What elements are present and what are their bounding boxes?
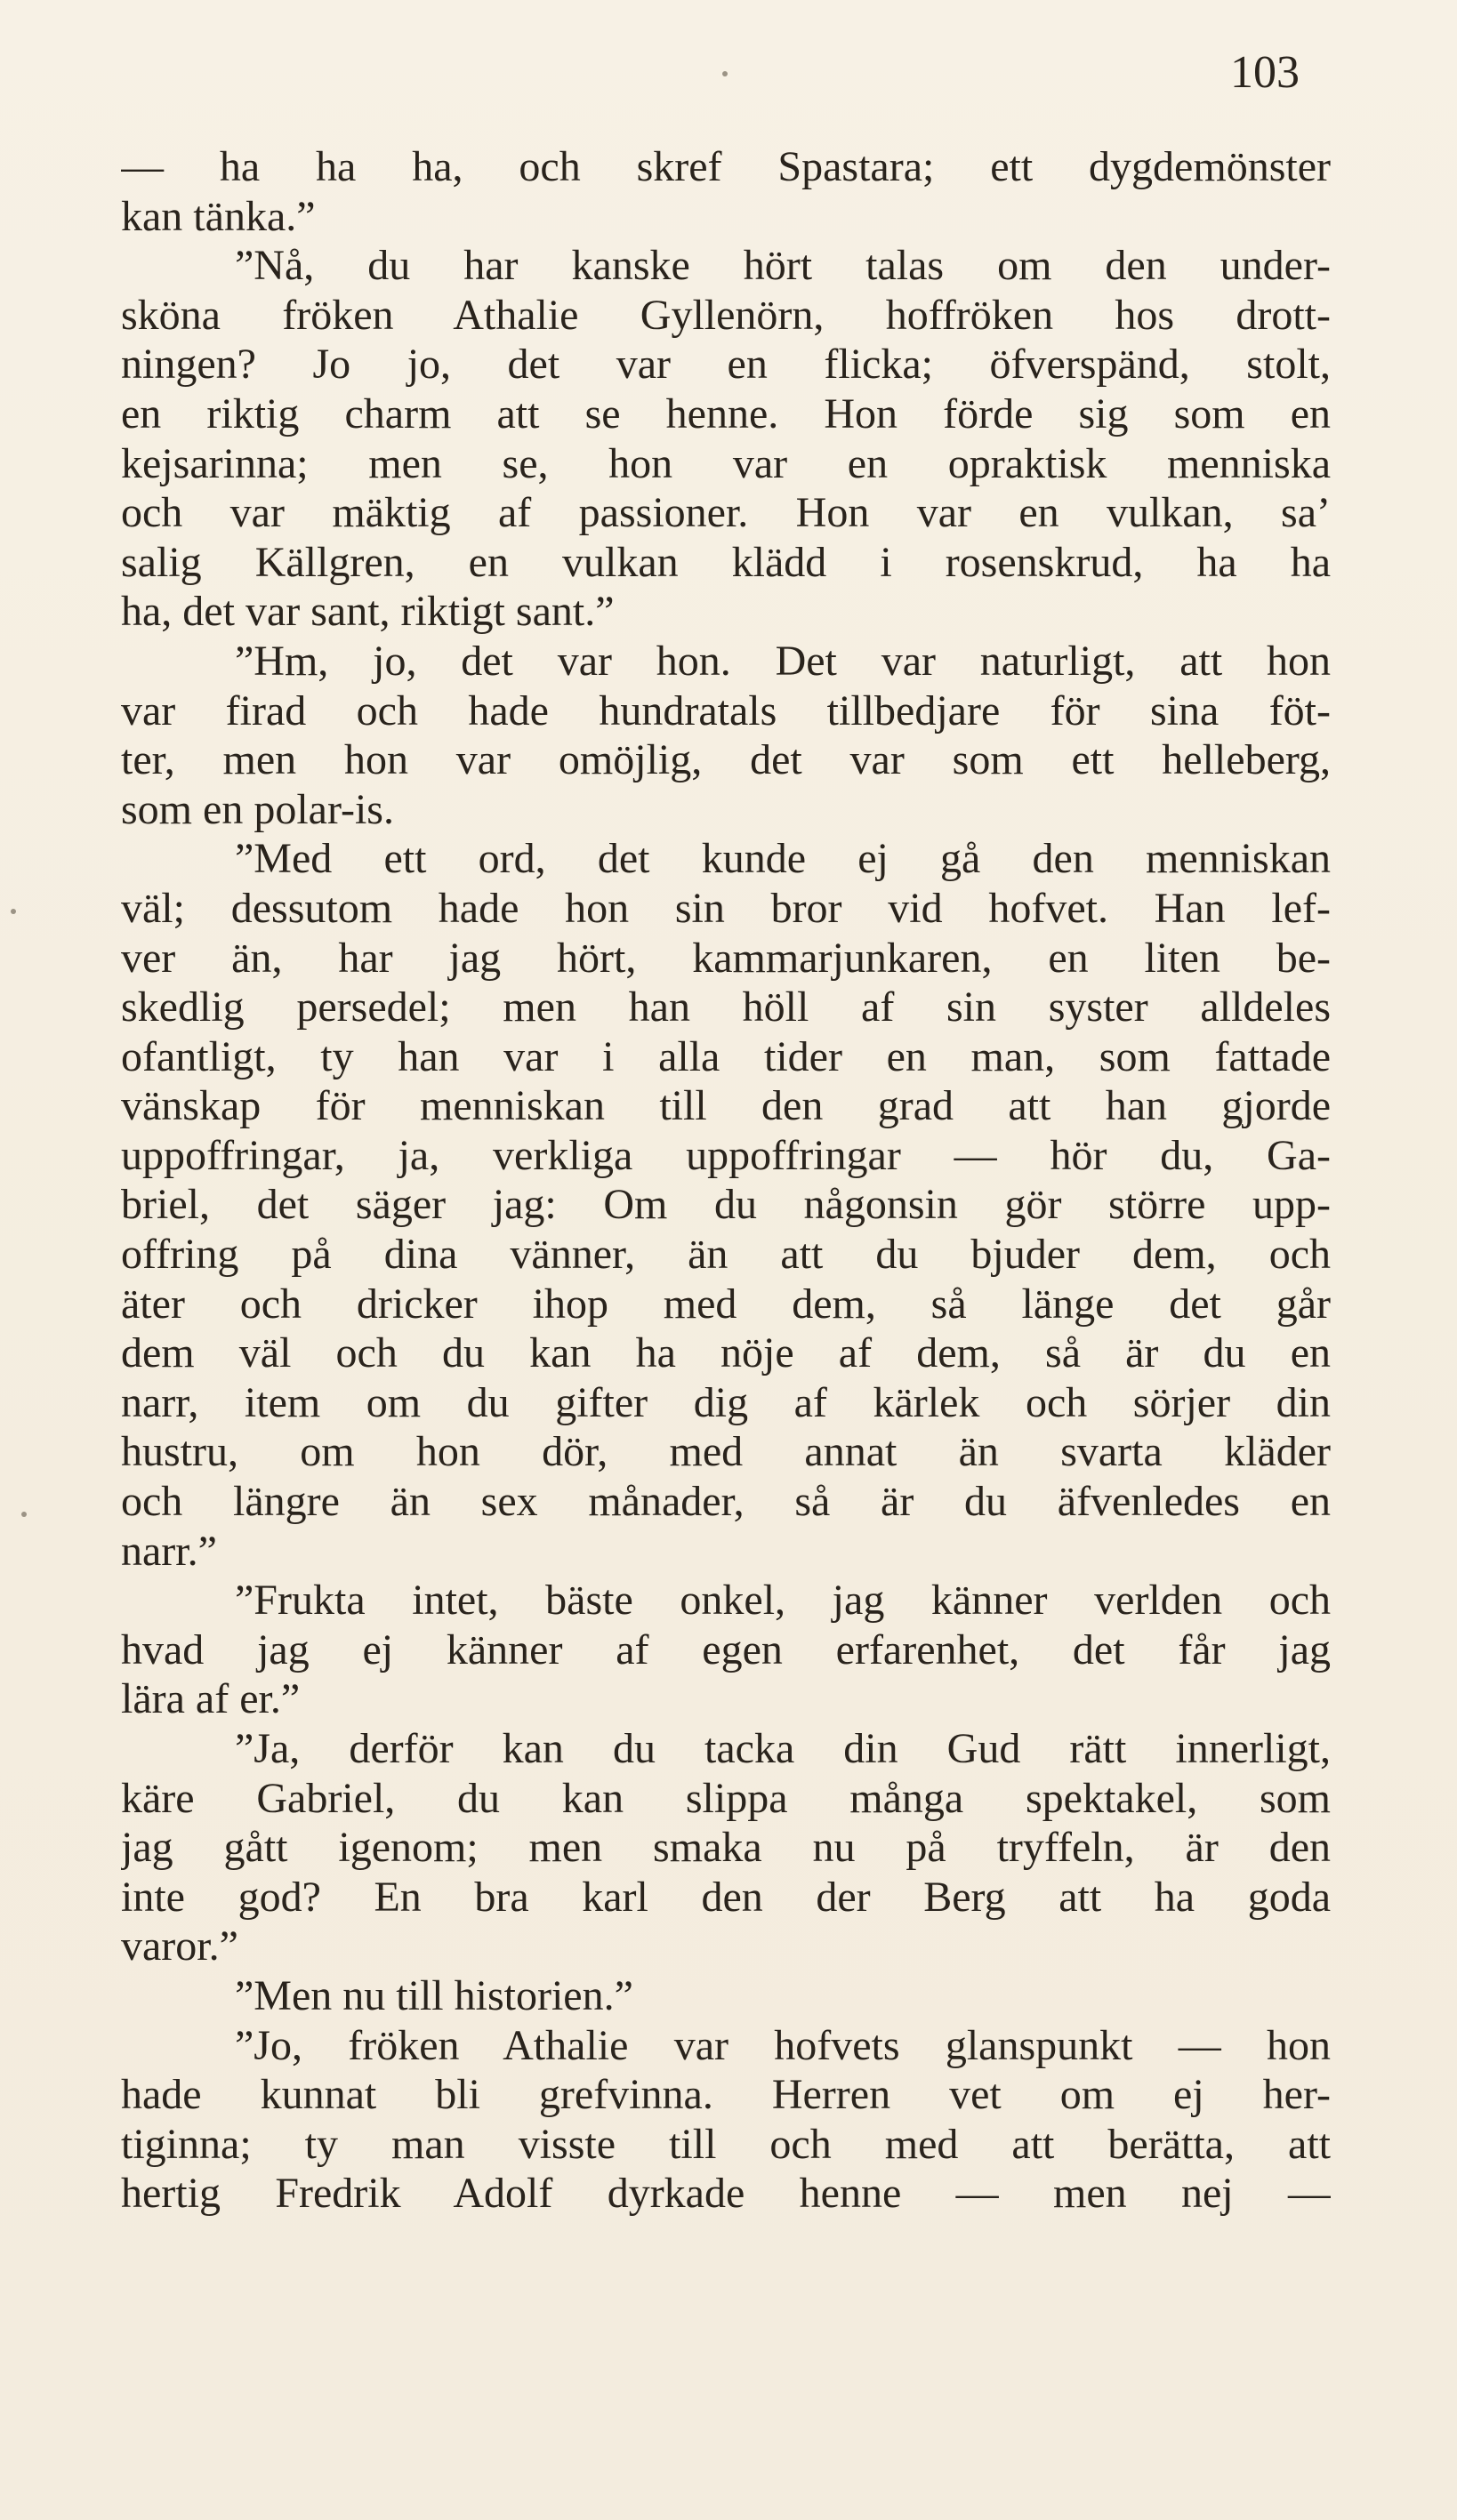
text-line: jag gått igenom; men smaka nu på tryffeln, är den [121, 1824, 1331, 1872]
text-line: väl; dessutom hade hon sin bror vid hofvet. Han lef- [121, 884, 1331, 932]
text-line: lära af er.” [121, 1675, 301, 1723]
paper-speck [21, 1512, 27, 1517]
text-line: hertig Fredrik Adolf dyrkade henne — men nej — [121, 2170, 1331, 2218]
text-line: ver än, har jag hört, kammarjunkaren, en liten be- [121, 934, 1331, 982]
text-line: ofantligt, ty han var i alla tider en man, som fattade [121, 1032, 1331, 1080]
text-line: en riktig charm att se henne. Hon förde sig som en [121, 389, 1331, 437]
text-line: var firad och hade hundratals tillbedjare för sina föt- [121, 686, 1331, 734]
text-line: narr.” [121, 1527, 217, 1575]
text-line: ”Men nu till historien.” [235, 1971, 633, 2019]
text-line: ”Jo, fröken Athalie var hofvets glanspunkt — hon [235, 2021, 1331, 2069]
text-line: och längre än sex månader, så är du äfvenledes en [121, 1478, 1331, 1526]
text-line: ”Med ett ord, det kunde ej gå den menniskan [235, 835, 1331, 883]
page-number: 103 [1230, 47, 1300, 98]
paper-speck [11, 909, 16, 914]
text-line: salig Källgren, en vulkan klädd i rosenskrud, ha ha [121, 538, 1331, 586]
text-line: kejsarinna; men se, hon var en opraktisk menniska [121, 439, 1331, 487]
text-line: ”Ja, derför kan du tacka din Gud rätt innerligt, [235, 1725, 1331, 1772]
text-line: sköna fröken Athalie Gyllenörn, hoffröken hos drott- [121, 291, 1331, 339]
paper-speck [722, 71, 728, 76]
body-text [121, 142, 1331, 2219]
text-line: som en polar-is. [121, 785, 394, 833]
text-line: ningen? Jo jo, det var en flicka; öfverspänd, stolt, [121, 341, 1331, 389]
text-line: ”Frukta intet, bäste onkel, jag känner verlden och [235, 1577, 1331, 1625]
text-line: äter och dricker ihop med dem, så länge det går [121, 1280, 1331, 1328]
text-line: narr, item om du gifter dig af kärlek och sörjer din [121, 1378, 1331, 1426]
text-line: hvad jag ej känner af egen erfarenhet, det får jag [121, 1625, 1331, 1673]
text-line: käre Gabriel, du kan slippa många spektakel, som [121, 1774, 1331, 1822]
text-line: offring på dina vänner, än att du bjuder dem, och [121, 1231, 1331, 1279]
text-line: briel, det säger jag: Om du någonsin gör större upp- [121, 1181, 1331, 1229]
text-line: — ha ha ha, och skref Spastara; ett dygdemönster [121, 143, 1331, 190]
text-line: ”Nå, du har kanske hört talas om den under- [235, 242, 1331, 290]
text-line: dem väl och du kan ha nöje af dem, så är du en [121, 1329, 1331, 1377]
text-line: ha, det var sant, riktigt sant.” [121, 588, 615, 636]
text-line: ter, men hon var omöjlig, det var som ett helleberg, [121, 736, 1331, 784]
text-line: skedlig persedel; men han höll af sin syster alldeles [121, 983, 1331, 1031]
text-line: inte god? En bra karl den der Berg att ha goda [121, 1873, 1331, 1921]
text-line: varor.” [121, 1922, 238, 1970]
text-line: hustru, om hon dör, med annat än svarta kläder [121, 1428, 1331, 1476]
text-line: hade kunnat bli grefvinna. Herren vet om ej her- [121, 2071, 1331, 2119]
text-line: vänskap för menniskan till den grad att han gjorde [121, 1082, 1331, 1130]
text-line: uppoffringar, ja, verkliga uppoffringar — hör du, Ga- [121, 1131, 1331, 1179]
text-line: kan tänka.” [121, 192, 316, 240]
text-line: och var mäktig af passioner. Hon var en vulkan, sa’ [121, 489, 1331, 537]
text-line: ”Hm, jo, det var hon. Det var naturligt, att hon [235, 637, 1331, 685]
text-line: tiginna; ty man visste till och med att berätta, att [121, 2120, 1331, 2168]
